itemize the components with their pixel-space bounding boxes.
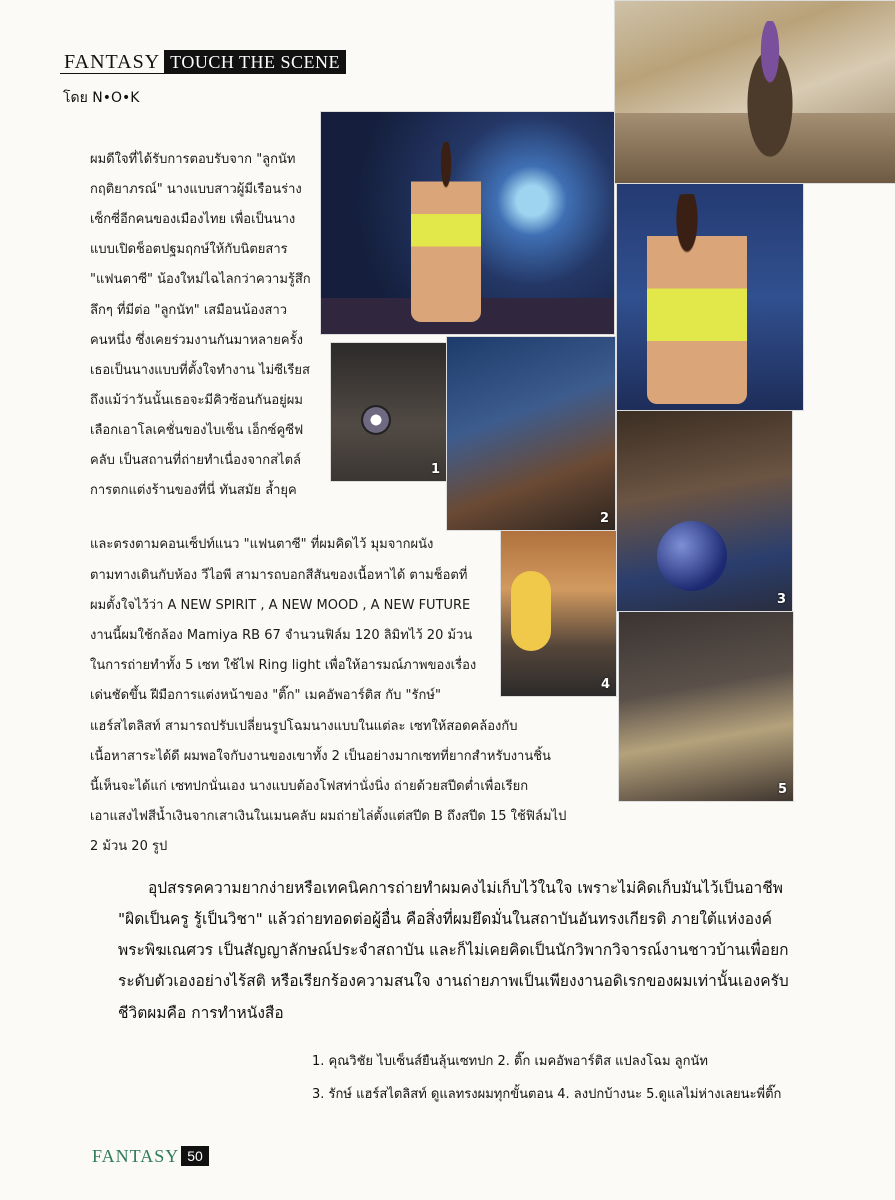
photo-model-shape	[647, 194, 747, 404]
body-text-line: เนื้อหาสาระได้ดี ผมพอใจกับงานของเขาทั้ง 2 เป็นอย่างมากเซทที่ยากสำหรับงานชิ้น	[90, 749, 551, 764]
photo-5-retouch	[618, 611, 794, 802]
photo-caption: 1. คุณวิชัย ไบเซ็นส์ยืนลุ้นเซทปก 2. ติ๊ก เมคอัพอาร์ติส แปลงโฉม ลูกนัท	[312, 1054, 708, 1069]
column-text-line: เธอเป็นนางแบบที่ตั้งใจทำงาน ไม่ซีเรียส	[90, 363, 310, 378]
column-text-line: ผมดีใจที่ได้รับการตอบรับจาก "ลูกนัท	[90, 152, 296, 167]
column-text-line: แบบเปิดช็อตปฐมฤกษ์ให้กับนิตยสาร	[90, 242, 288, 257]
column-text-line: "แฟนตาซี" น้องใหม่ไฉไลกว่าความรู้สึก	[90, 272, 311, 287]
feather-boa-shape	[511, 571, 551, 651]
body-text-line: ในการถ่ายทำทั้ง 5 เซท ใช้ไฟ Ring light เพื่อให้อารมณ์ภาพของเรื่อง	[90, 658, 477, 673]
column-text-line: ลึกๆ ที่มีต่อ "ลูกนัท" เสมือนน้องสาว	[90, 303, 288, 318]
section-header	[60, 50, 346, 74]
photo-figure-shape	[735, 21, 805, 171]
photo-caption: 3. รักษ์ แฮร์สไตลิสท์ ดูแลทรงผมทุกขั้นตอน 4. ลงปกบ้างนะ 5.ดูแลไม่ห่างเลยนะพี่ติ๊ก	[312, 1087, 782, 1102]
page-footer	[92, 1146, 209, 1166]
body-text-line: และตรงตามคอนเซ็ปท์แนว "แฟนตาซี" ที่ผมคิดไว้ มุมจากผนัง	[90, 537, 434, 552]
body-text-line: เด่นชัดขึ้น ฝีมือการแต่งหน้าของ "ติ๊ก" เมคอัพอาร์ติส กับ "รักษ์"	[90, 688, 441, 703]
photo-model-raygun	[616, 183, 804, 411]
column-text-line: ถึงแม้ว่าวันนั้นเธอจะมีคิวซ้อนกันอยู่ผม	[90, 393, 303, 408]
body-text-line: ตามทางเดินกับห้อง วีไอพี สามารถบอกสีสันของเนื้อหาได้ ตามช็อตที่	[90, 568, 468, 583]
column-text-line: เซ็กซี่อีกคนของเมืองไทย เพื่อเป็นนาง	[90, 212, 296, 227]
ring-light-icon	[361, 405, 391, 435]
blue-ball-shape	[657, 521, 727, 591]
paragraph-line: อุปสรรคความยากง่ายหรือเทคนิคการถ่ายทำผมคงไม่เก็บไว้ในใจ เพราะไม่คิดเก็บมันไว้เป็นอาชีพ	[148, 879, 783, 897]
body-text-line: นี้เห็นจะได้แก่ เซทปกนั่นเอง นางแบบต้องโฟสท่านั่งนิ่ง ถ่ายด้วยสปีดต่ำเพื่อเรียก	[90, 779, 529, 794]
footer-brand: FANTASY	[92, 1146, 180, 1166]
body-text-line: งานนี้ผมใช้กล้อง Mamiya RB 67 จำนวนฟิล์ม 120 ลิมิทไว้ 20 ม้วน	[90, 628, 473, 643]
column-text-line: กฤติยาภรณ์" นางแบบสาวผู้มีเรือนร่าง	[90, 182, 302, 197]
section-title: TOUCH THE SCENE	[164, 50, 346, 74]
photo-lounge-model	[614, 0, 895, 184]
photo-2-makeup	[446, 336, 616, 531]
column-text-line: การตกแต่งร้านของที่นี่ ทันสมัย ล้ำยุค	[90, 483, 297, 498]
column-text-line: คนหนึ่ง ซึ่งเคยร่วมงานกันมาหลายครั้ง	[90, 333, 303, 348]
photo-number: 2	[599, 511, 609, 526]
column-text-line: เลือกเอาโลเคชั่นของไบเซ็น เอ็กซ์คูซีฟ	[90, 423, 304, 438]
paragraph-line: ชีวิตผมคือ การทำหนังสือ	[118, 1004, 284, 1022]
paragraph-line: "ผิดเป็นครู รู้เป็นวิชา" แล้วถ่ายทอดต่อผู้อื่น คือสิ่งที่ผมยึดมั่นในสถาบันอันทรงเกียรติ ภายใต้แห่งองค์	[118, 910, 773, 928]
body-text-line: ผมตั้งใจไว้ว่า A NEW SPIRIT , A NEW MOOD , A NEW FUTURE	[90, 598, 471, 613]
photo-number: 3	[776, 592, 786, 607]
photo-number: 4	[600, 677, 610, 692]
paragraph-line: ระดับตัวเองอย่างไร้สติ หรือเรียกร้องความสนใจ งานถ่ายภาพเป็นเพียงงานอดิเรกของผมเท่านั้นเองครับ	[118, 972, 789, 990]
body-text-line: เอาแสงไฟสีน้ำเงินจากเสาเงินในเมนคลับ ผมถ่ายไล่ตั้งแต่สปีด B ถึงสปีด 15 ใช้ฟิล์มไป	[90, 809, 567, 824]
photo-4-group	[500, 530, 617, 697]
magazine-brand: FANTASY	[60, 50, 164, 74]
byline: โดย N•O•K	[63, 90, 140, 106]
photo-1-ring-light	[330, 342, 447, 482]
column-text-line: คลับ เป็นสถานที่ถ่ายทำเนื่องจากสไตล์	[90, 453, 302, 468]
body-text-line: แฮร์สไตลิสท์ สามารถปรับเปลี่ยนรูปโฉมนางแบบในแต่ละ เซทให้สอดคล้องกับ	[90, 719, 518, 734]
photo-3-hairstyling	[616, 410, 793, 612]
page-number: 50	[181, 1146, 209, 1166]
photo-model-space-mural	[320, 111, 615, 335]
photo-number: 1	[430, 462, 440, 477]
body-text-line: 2 ม้วน 20 รูป	[90, 839, 168, 854]
photo-number: 5	[777, 782, 787, 797]
photo-model-shape	[411, 142, 481, 322]
paragraph-line: พระพิฆเณศวร เป็นสัญญาลักษณ์ประจำสถาบัน และก็ไม่เคยคิดเป็นนักวิพากวิจารณ์งานชาวบ้านเพื่อยก	[118, 941, 789, 959]
